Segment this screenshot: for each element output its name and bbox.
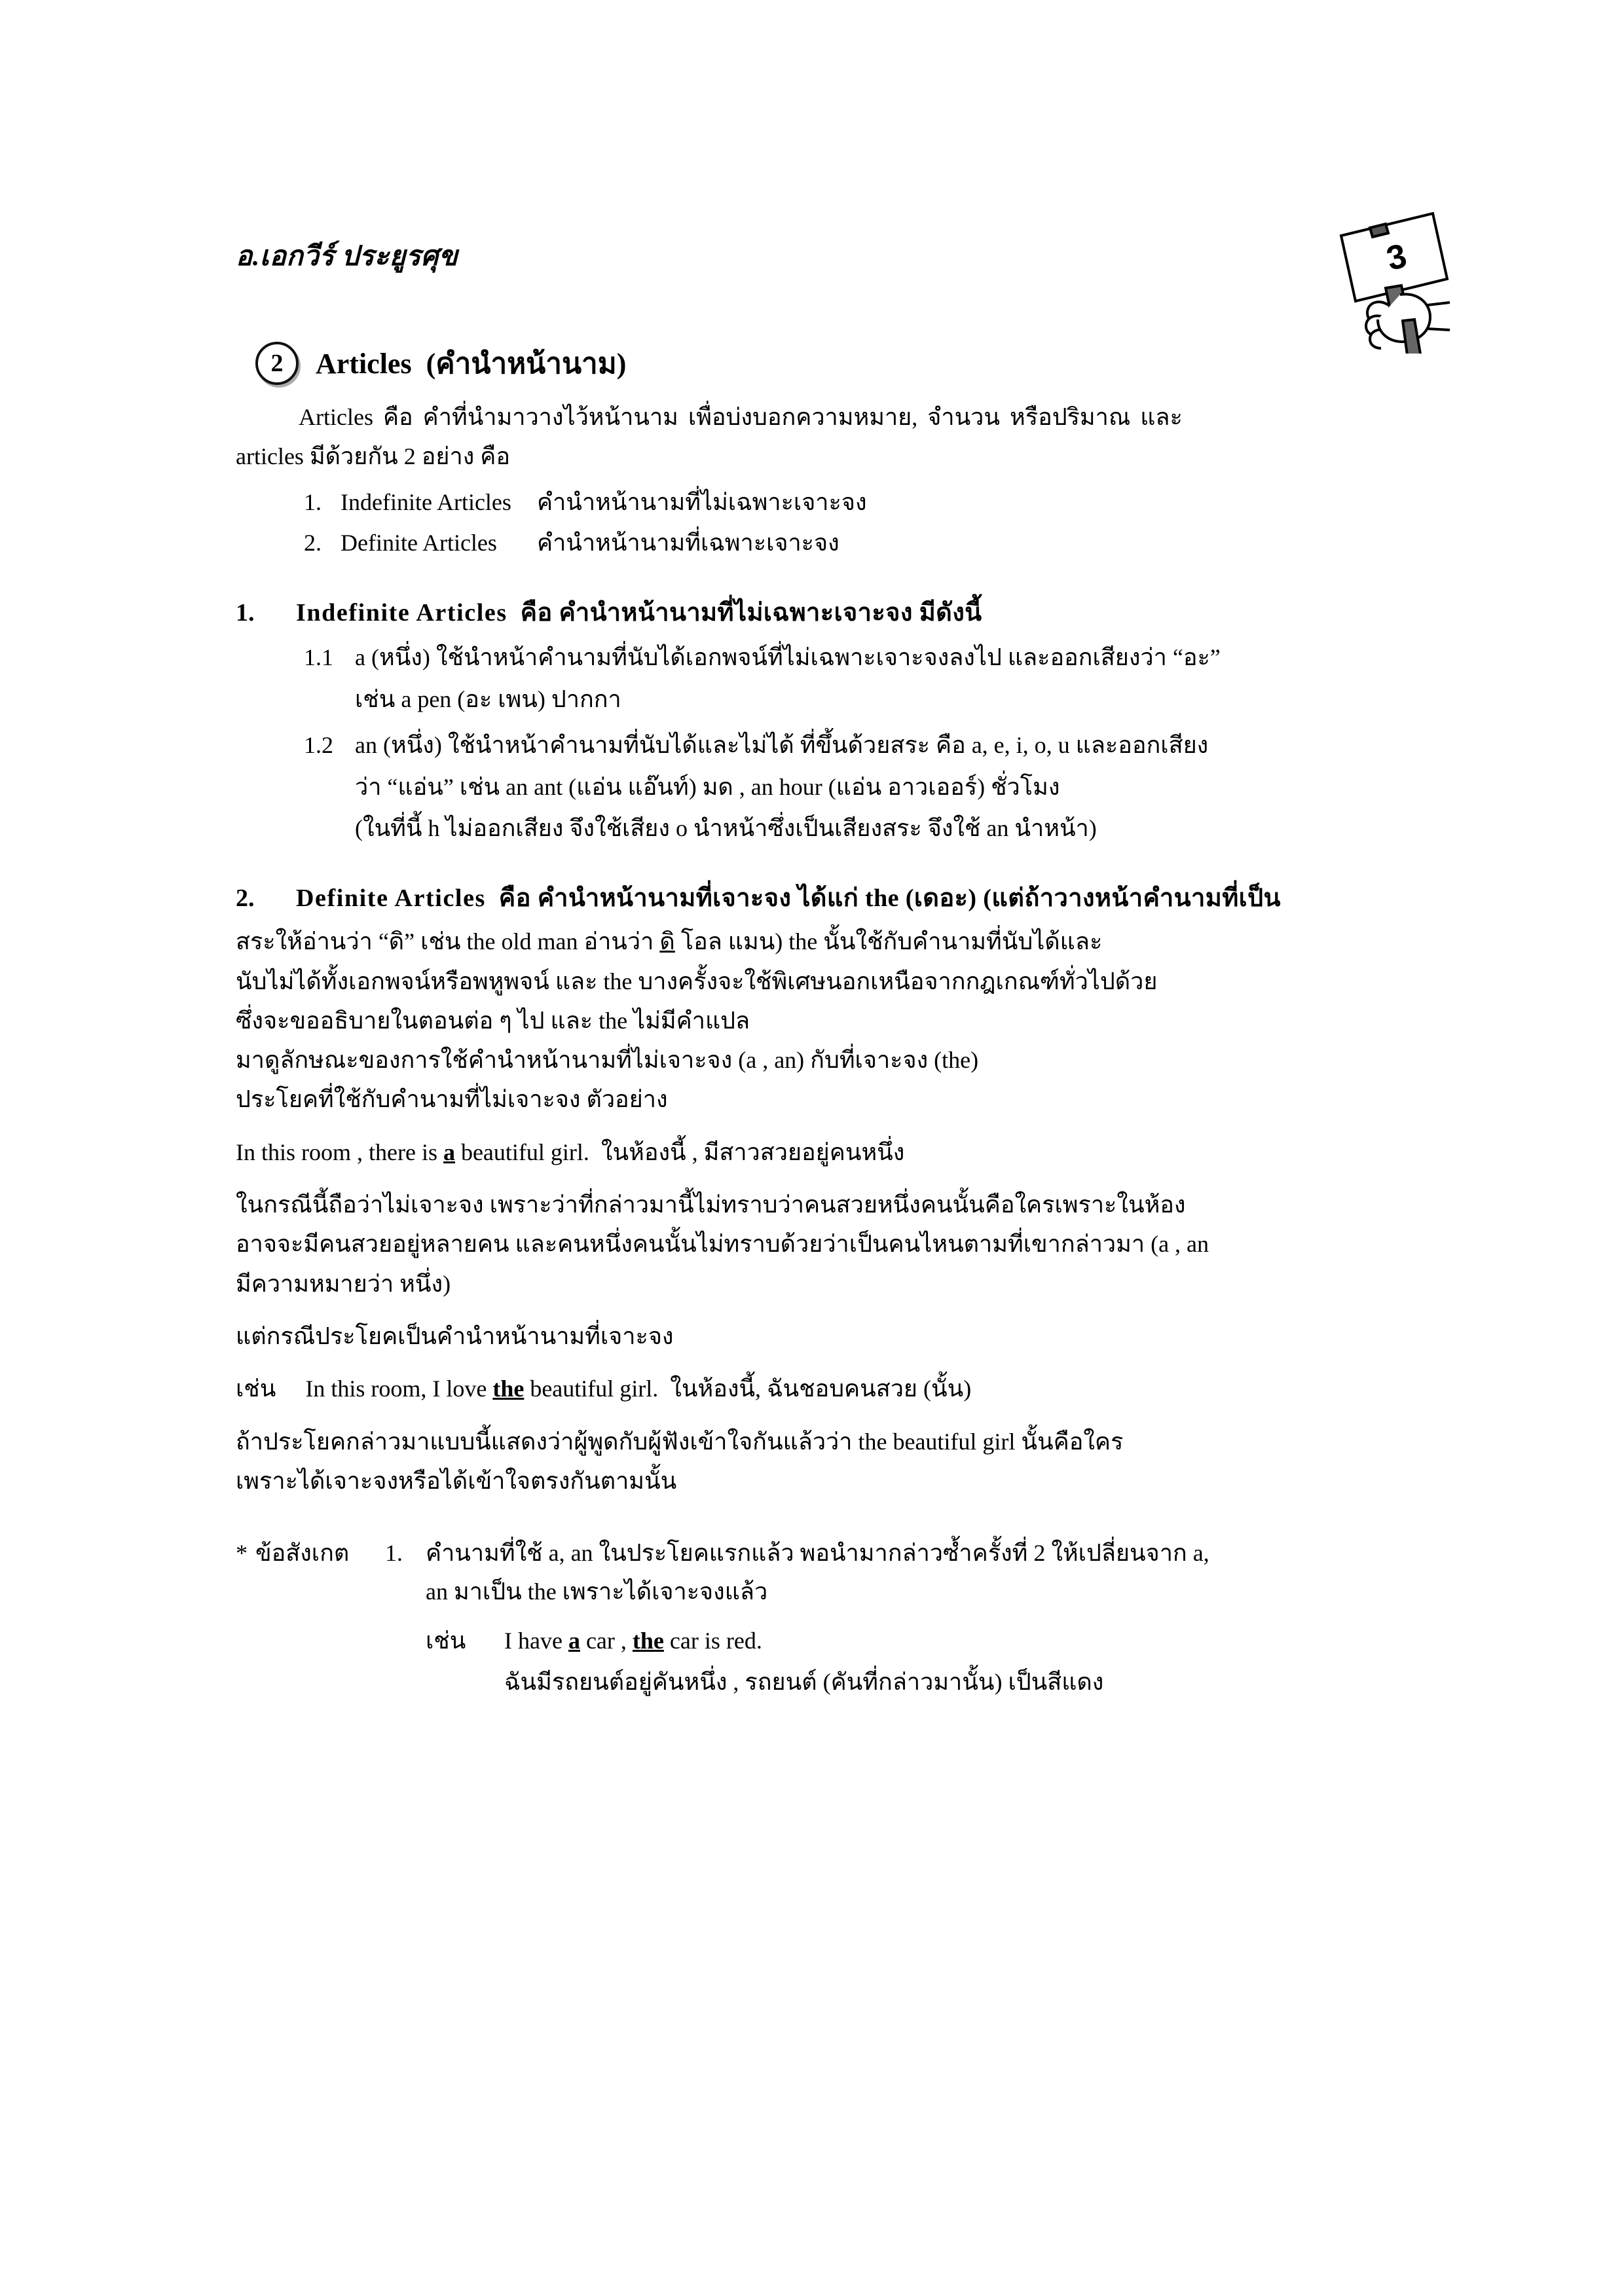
list-item-en: Definite Articles [341,529,497,556]
definite-line-5: มาดูลักษณะของการใช้คำนำหน้านามที่ไม่เจาะจง (a , an) กับที่เจาะจง (the) [236,1047,979,1074]
heading-th: คือ คำนำหน้านามที่ไม่เฉพาะเจาะจง มีดังนี้ [520,599,982,627]
heading-definite-articles [236,877,1434,917]
page-number-text: 3 [1382,236,1411,278]
item-marker: 1.2 [304,731,333,758]
note-example-article-a: a [568,1627,580,1654]
definite-line-2-pre: สระให้อ่านว่า “ดิ” เช่น the old man อ่านว่า [236,928,660,955]
author-name: อ.เอกวีร์ ประยูรศุข [236,242,458,272]
definite-articles-body [236,922,1434,1500]
definite-line-2 [236,922,1434,960]
item-1-1 [304,638,1434,720]
list-item [304,523,1434,564]
example-a-article: a [443,1139,455,1165]
definite-line-2-underlined: ดิ [659,928,675,955]
section-number-badge: 2 [255,342,299,385]
note-example-row [426,1622,1434,1660]
item-1-1-line-1: a (หนึ่ง) ใช้นำหน้าคำนามที่นับได้เอกพจน์ที่ไม่เฉพาะเจาะจงลงไป และออกเสียงว่า “อะ” [355,644,1221,671]
list-item [304,483,1434,523]
note-block [236,1534,1434,1702]
note-star: * [236,1540,248,1567]
article-types-list [304,483,1434,564]
item-marker: 1.1 [304,644,333,671]
section-title-row [255,340,1434,386]
section-title-th: (คำนำหน้านาม) [426,348,627,380]
example-a-en-post: beautiful girl. [454,1139,589,1165]
note-example-article-the: the [632,1627,664,1654]
explain-line-1: ในกรณีนี้ถือว่าไม่เจาะจง เพราะว่าที่กล่าวมานี้ไม่ทราบว่าคนสวยหนึ่งคนนั้นคือใครเพราะในห้อง [236,1192,1186,1218]
closing-line-1: ถ้าประโยคกล่าวมาแบบนี้แสดงว่าผู้พูดกับผู้ฟังเข้าใจกันแล้วว่า the beautiful girl นั้นคือใคร [236,1428,1124,1455]
list-marker: 2. [304,529,322,556]
example-the-label: เช่น [236,1376,276,1402]
example-a-th: ในห้องนี้ , มีสาวสวยอยู่คนหนึ่ง [600,1139,905,1165]
item-1-2-line-3: (ในที่นี้ h ไม่ออกเสียง จึงใช้เสียง o นำหน้าซึ่งเป็นเสียงสระ จึงใช้ an นำหน้า) [355,815,1097,842]
definite-line-3: นับไม่ได้ทั้งเอกพจน์หรือพหูพจน์ และ the บางครั้งจะใช้พิเศษนอกเหนือจากกฎเกณฑ์ทั่วไปด้วย [236,968,1158,994]
example-a-en-pre: In this room , there is [236,1139,443,1165]
list-marker: 1. [304,488,322,515]
definite-line-4: ซึ่งจะขออธิบายในตอนต่อ ๆ ไป และ the ไม่มีคำแปล [236,1007,750,1034]
explain-line-2: อาจจะมีคนสวยอยู่หลายคน และคนหนึ่งคนนั้นไม่ทราบด้วยว่าเป็นคนไหนตามที่เขากล่าวมา (a , an [236,1231,1209,1258]
list-item-th: คำนำหน้านามที่เฉพาะเจาะจง [537,529,840,556]
page-title [316,340,626,386]
note-marker: 1. [385,1540,403,1567]
example-the-th: ในห้องนี้, ฉันชอบคนสวย (นั้น) [670,1376,972,1402]
example-the-article: the [492,1376,525,1402]
note-example-label: เช่น [426,1627,466,1654]
note-example-pre: I have [504,1627,568,1654]
example-sentence-the [236,1370,1434,1408]
heading-en: Definite Articles [296,884,486,913]
note-example-translation: ฉันมีรถยนต์อยู่คันหนึ่ง , รถยนต์ (คันที่กล่าวมานั้น) เป็นสีแดง [504,1668,1104,1695]
definite-line-6: ประโยคที่ใช้กับคำนามที่ไม่เจาะจง ตัวอย่าง [236,1086,668,1113]
note-line-2: an มาเป็น the เพราะได้เจาะจงแล้ว [426,1578,768,1605]
note-label: ข้อสังเกต [255,1540,350,1567]
page-content [236,216,1434,1702]
note-row [385,1534,1434,1573]
heading-en: Indefinite Articles [296,599,507,627]
intro-line-2: articles มีด้วยกัน 2 อย่าง คือ [236,443,510,470]
example-the-en-pre: In this room, I love [305,1376,493,1402]
closing-line-2: เพราะได้เจาะจงหรือได้เข้าใจตรงกันตามนั้น [236,1467,677,1494]
note-example-mid: car , [580,1627,633,1654]
note-line-1: คำนามที่ใช้ a, an ในประโยคแรกแล้ว พอนำมากล่าวซ้ำครั้งที่ 2 ให้เปลี่ยนจาก a, [426,1540,1209,1567]
explain-line-3: มีความหมายว่า หนึ่ง) [236,1270,451,1297]
heading-indefinite-articles [236,592,1434,632]
note-example-sentence [504,1622,762,1660]
list-item-en: Indefinite Articles [341,488,511,515]
note-example-post: car is red. [663,1627,762,1654]
item-1-2 [304,726,1434,848]
item-1-2-line-1: an (หนึ่ง) ใช้นำหน้าคำนามที่นับได้และไม่ได้ ที่ขึ้นด้วยสระ คือ a, e, i, o, u และออกเสียง [355,731,1209,758]
definite-intro-line: แต่กรณีประโยคเป็นคำนำหน้านามที่เจาะจง [236,1323,674,1349]
list-item-th: คำนำหน้านามที่ไม่เฉพาะเจาะจง [537,488,867,515]
item-1-2-line-2: ว่า “แอ่น” เช่น an ant (แอ่น แอ๊นท์) มด , an hour (แอ่น อาวเออร์) ชั่วโมง [355,773,1060,800]
page-header [236,216,1434,314]
section-title-en: Articles [316,348,412,380]
example-the-en-post: beautiful girl. [524,1376,659,1402]
heading-th: คือ คำนำหน้านามที่เจาะจง ได้แก่ the (เดอะ) (แต่ถ้าวางหน้าคำนามที่เป็น [498,884,1281,913]
hand-holding-sign-icon [1323,190,1473,354]
example-sentence-a [236,1133,1434,1171]
intro-line-1: Articles คือ คำที่นำมาวางไว้หน้านาม เพื่อบ่งบอกความหมาย, จำนวน หรือปริมาณ และ [299,404,1183,430]
heading-marker: 2. [236,884,255,913]
heading-marker: 1. [236,599,255,627]
definite-line-2-post: โอล แมน) the นั้นใช้กับคำนามที่นับได้และ [674,928,1103,955]
item-1-1-line-2: เช่น a pen (อะ เพน) ปากกา [355,686,621,713]
